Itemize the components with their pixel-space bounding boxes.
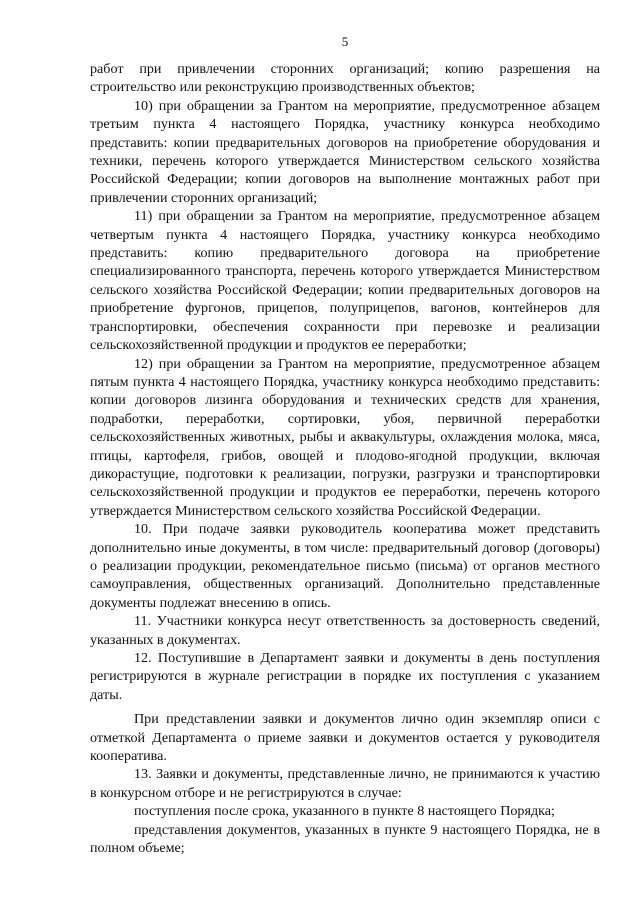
paragraph-continuation: работ при привлечении сторонних организаций; копию разрешения на строительство или реконструкцию производственных объектов; (90, 61, 600, 96)
paragraph-personal-submission: При представлении заявки и документов лично один экземпляр описи с отметкой Департамента о приеме заявки и документов остается у руководителя кооператива. (90, 711, 600, 765)
page-number: 5 (341, 34, 349, 49)
paragraph-clause-11: 11. Участники конкурса несут ответственность за достоверность сведений, указанных в документах. (90, 613, 600, 648)
paragraph-item-10: 10) при обращении за Грантом на мероприятие, предусмотренное абзацем третьим пункта 4 настоящего Порядка, участнику конкурса необходимо представить: копии предварительных договоров на приобретение оборудования и техники, перечень которого утверждается Министерством сельского хозяйства Российской Федерации; копии договоров на выполнение монтажных работ при привлечении сторонних организаций; (90, 97, 600, 206)
paragraph-item-12: 12) при обращении за Грантом на мероприятие, предусмотренное абзацем пятым пункта 4 настоящего Порядка, участнику конкурса необходимо представить: копии договоров лизинга оборудования и технических средств для хранения, подработки, переработки, сортировки, убоя, первичной переработки сельскохозяйственных животных, рыбы и аквакультуры, охлаждения молока, мяса, птицы, картофеля, грибов, овощей и плодово-ягодной продукции, включая дикорастущие, подготовки к реализации, погрузки, разгрузки и транспортировки сельскохозяйственной продукции и продуктов ее переработки, перечень которого утверждается Министерством сельского хозяйства Российской Федерации. (90, 355, 600, 519)
paragraph-clause-13: 13. Заявки и документы, представленные лично, не принимаются к участию в конкурсном отборе и не регистрируются в случае: (90, 766, 600, 801)
paragraph-clause-12: 12. Поступившие в Департамент заявки и документы в день поступления регистрируются в журнале регистрации в порядке их поступления с указанием даты. (90, 650, 600, 703)
paragraph-clause-10: 10. При подаче заявки руководитель кооператива может представить дополнительно иные документы, в том числе: предварительный договор (договоры) о реализации продукции, рекомендательное письмо (письма) от органов местного самоуправления, общественных организаций. Дополнительно представленные документы подлежат внесению в опись. (90, 521, 600, 611)
paragraph-reason-late: поступления после срока, указанного в пункте 8 настоящего Порядка; (134, 803, 555, 820)
paragraph-item-11: 11) при обращении за Грантом на мероприятие, предусмотренное абзацем четвертым пункта 4 настоящего Порядка, участнику конкурса необходимо представить: копию предварительного договора на приобретение специализированного транспорта, перечень которого утверждается Министерством сельского хозяйства Российской Федерации; копии предварительных договоров на приобретение фургонов, прицепов, полуприцепов, вагонов, контейнеров для транспортировки, обеспечения сохранности при перевозке и реализации сельскохозяйственной продукции и продуктов ее переработки; (90, 208, 600, 354)
document-body (90, 60, 600, 857)
paragraph-reason-incomplete: представления документов, указанных в пункте 9 настоящего Порядка, не в полном объеме; (90, 821, 600, 857)
